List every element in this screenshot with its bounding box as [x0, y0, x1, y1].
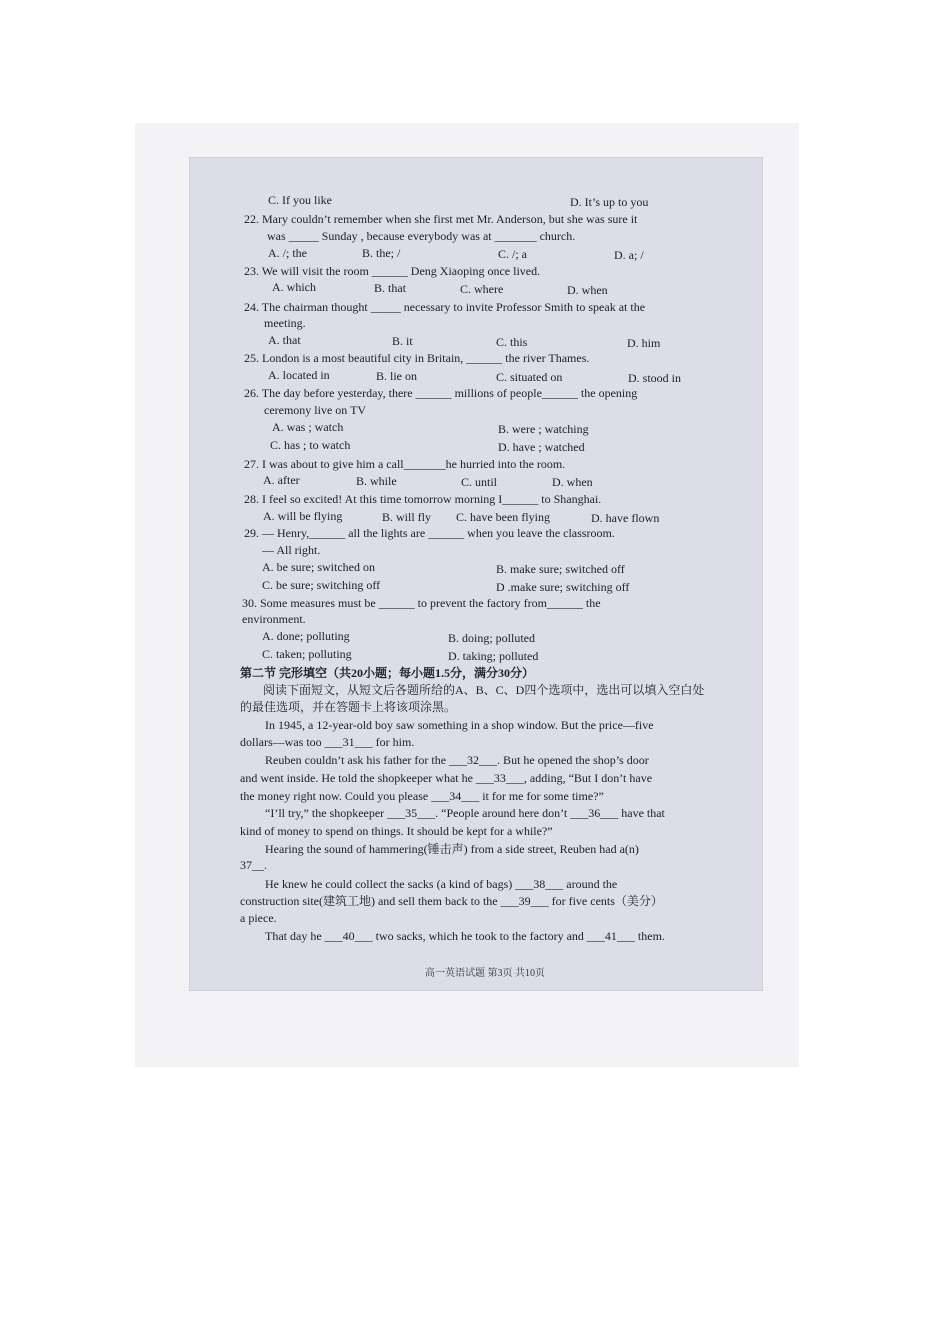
exam-line: A. located in	[268, 368, 330, 382]
exam-line: 第二节 完形填空（共20小题；每小题1.5分，满分30分）	[240, 666, 535, 680]
exam-line: D. him	[627, 336, 661, 350]
exam-line: C. taken; polluting	[262, 647, 352, 661]
exam-line: D. taking; polluted	[448, 649, 539, 663]
exam-line: 24. The chairman thought _____ necessary to invite Professor Smith to speak at the	[244, 300, 646, 314]
exam-line: B. make sure; switched off	[496, 562, 625, 576]
exam-line: D. when	[552, 475, 593, 489]
exam-line: the money right now. Could you please ___34___ it for me for some time?”	[240, 789, 604, 803]
exam-line: B. doing; polluted	[448, 631, 535, 645]
exam-line: C. have been flying	[456, 510, 550, 524]
exam-line: 阅读下面短文，从短文后各题所给的A、B、C、D四个选项中，选出可以填入空白处	[263, 683, 705, 697]
exam-line: B. it	[392, 334, 413, 348]
exam-line: D. a; /	[614, 248, 644, 262]
exam-line: dollars—was too ___31___ for him.	[240, 735, 415, 749]
exam-line: 23. We will visit the room ______ Deng Xiaoping once lived.	[244, 264, 541, 278]
exam-line: B. will fly	[382, 510, 432, 524]
exam-line: Reuben couldn’t ask his father for the ___32___. But he opened the shop’s door	[265, 753, 649, 767]
exam-line: D. stood in	[628, 371, 682, 385]
exam-line: 26. The day before yesterday, there ______ millions of people______ the opening	[244, 386, 638, 400]
exam-line: A. after	[263, 473, 300, 487]
exam-line: 22. Mary couldn’t remember when she first met Mr. Anderson, but she was sure it	[244, 212, 638, 226]
exam-line: A. be sure; switched on	[262, 560, 375, 574]
exam-line: B. while	[356, 474, 397, 488]
exam-line: C. until	[461, 475, 498, 489]
exam-line: B. the; /	[362, 246, 401, 260]
exam-line: kind of money to spend on things. It should be kept for a while?”	[240, 824, 553, 838]
exam-line: D. have flown	[591, 511, 660, 525]
exam-line: Hearing the sound of hammering(锤击声) from a side street, Reuben had a(n)	[265, 842, 639, 856]
exam-line: environment.	[242, 612, 306, 626]
exam-line: C. situated on	[496, 370, 563, 384]
exam-line: B. were ; watching	[498, 422, 589, 436]
exam-line: — All right.	[262, 543, 321, 557]
exam-line: 的最佳选项，并在答题卡上将该项涂黑。	[240, 700, 457, 714]
exam-line: That day he ___40___ two sacks, which he took to the factory and ___41___ them.	[265, 929, 665, 943]
exam-line: A. was ; watch	[272, 420, 344, 434]
exam-line: construction site(建筑工地) and sell them back to the ___39___ for five cents（美分）	[240, 894, 663, 908]
exam-line: was _____ Sunday , because everybody was at _______ church.	[267, 229, 576, 243]
exam-line: D. have ; watched	[498, 440, 585, 454]
exam-line: A. done; polluting	[262, 629, 350, 643]
exam-line: “I’ll try,” the shopkeeper ___35___. “People around here don’t ___36___ have that	[265, 806, 665, 820]
exam-line: 29. — Henry,______ all the lights are ______ when you leave the classroom.	[244, 526, 615, 540]
exam-line: A. will be flying	[263, 509, 343, 523]
exam-line: D .make sure; switching off	[496, 580, 630, 594]
exam-line: A. that	[268, 333, 301, 347]
exam-line: C. has ; to watch	[270, 438, 351, 452]
exam-line: A. which	[272, 280, 316, 294]
exam-line: and went inside. He told the shopkeeper what he ___33___, adding, “But I don’t have	[240, 771, 653, 785]
exam-line: In 1945, a 12-year-old boy saw something in a shop window. But the price—five	[265, 718, 654, 732]
exam-line: C. be sure; switching off	[262, 578, 381, 592]
exam-line: 37__.	[240, 858, 267, 872]
exam-line: D. It’s up to you	[570, 195, 649, 209]
exam-line: C. where	[460, 282, 504, 296]
exam-line: 25. London is a most beautiful city in Britain, ______ the river Thames.	[244, 351, 590, 365]
exam-line: C. /; a	[498, 247, 527, 261]
exam-line: D. when	[567, 283, 608, 297]
exam-line: 27. I was about to give him a call_______he hurried into the room.	[244, 457, 566, 471]
exam-line: 30. Some measures must be ______ to prevent the factory from______ the	[242, 596, 601, 610]
exam-line: He knew he could collect the sacks (a kind of bags) ___38___ around the	[265, 877, 618, 891]
exam-line: meeting.	[264, 316, 306, 330]
exam-line: A. /; the	[268, 246, 307, 260]
exam-line: C. If you like	[268, 193, 332, 207]
exam-line: C. this	[496, 335, 528, 349]
exam-line: 28. I feel so excited! At this time tomorrow morning I______ to Shanghai.	[244, 492, 602, 506]
exam-line: ceremony live on TV	[264, 403, 367, 417]
exam-line: a piece.	[240, 911, 277, 925]
exam-line: B. lie on	[376, 369, 417, 383]
exam-line: B. that	[374, 281, 406, 295]
page-footer: 高一英语试题 第3页 共10页	[425, 968, 545, 979]
